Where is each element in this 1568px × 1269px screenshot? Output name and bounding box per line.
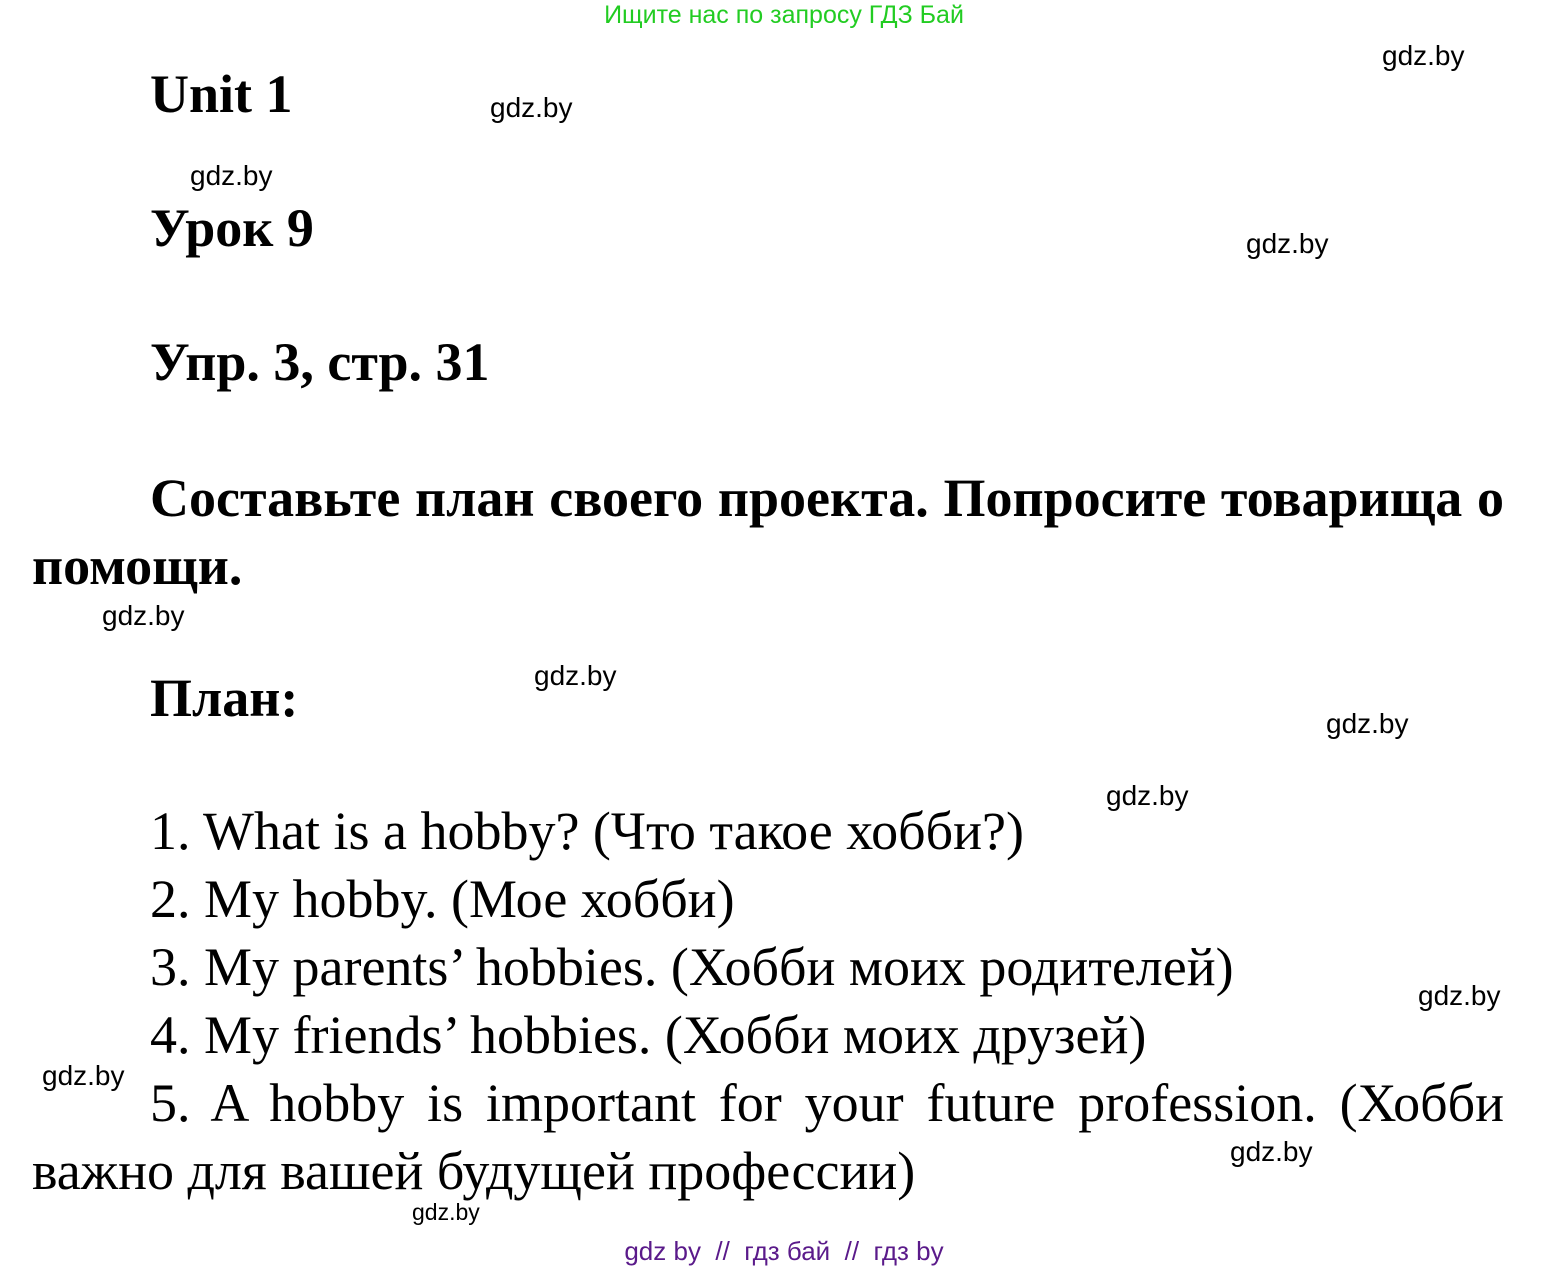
watermark: gdz.by — [490, 92, 573, 123]
watermark: gdz.by — [1106, 780, 1189, 811]
lesson-title: Урок 9 — [150, 198, 314, 258]
watermark: gdz.by — [412, 1199, 480, 1225]
plan-item: 5. A hobby is important for your future profession. (Хобби важно для вашей будущей профессии) — [32, 1073, 1504, 1201]
exercise-reference: Упр. 3, стр. 31 — [150, 332, 490, 392]
plan-item: 2. My hobby. (Мое хобби) — [150, 869, 735, 929]
plan-item: 3. My parents’ hobbies. (Хобби моих родителей) — [150, 937, 1234, 997]
plan-item: 1. What is a hobby? (Что такое хобби?) — [150, 801, 1024, 861]
watermark: gdz.by — [190, 160, 273, 191]
watermark: gdz.by — [1326, 708, 1409, 739]
unit-title: Unit 1 — [150, 64, 293, 124]
plan-heading: План: — [150, 668, 299, 728]
watermark: gdz.by — [102, 600, 185, 631]
watermark: gdz.by — [42, 1060, 125, 1091]
watermark: gdz.by — [1246, 228, 1329, 259]
watermark: gdz.by — [1418, 980, 1501, 1011]
task-instruction: Составьте план своего проекта. Попросите товарища о помощи. — [32, 468, 1504, 596]
watermark: gdz.by — [1230, 1136, 1313, 1167]
watermark: gdz.by — [1382, 40, 1465, 71]
plan-item: 4. My friends’ hobbies. (Хобби моих друзей) — [150, 1005, 1147, 1065]
watermark: gdz.by — [534, 660, 617, 691]
bottom-promo-banner: gdz by // гдз бай // гдз by — [624, 1236, 944, 1266]
top-promo-banner: Ищите нас по запросу ГДЗ Бай — [604, 1, 964, 29]
